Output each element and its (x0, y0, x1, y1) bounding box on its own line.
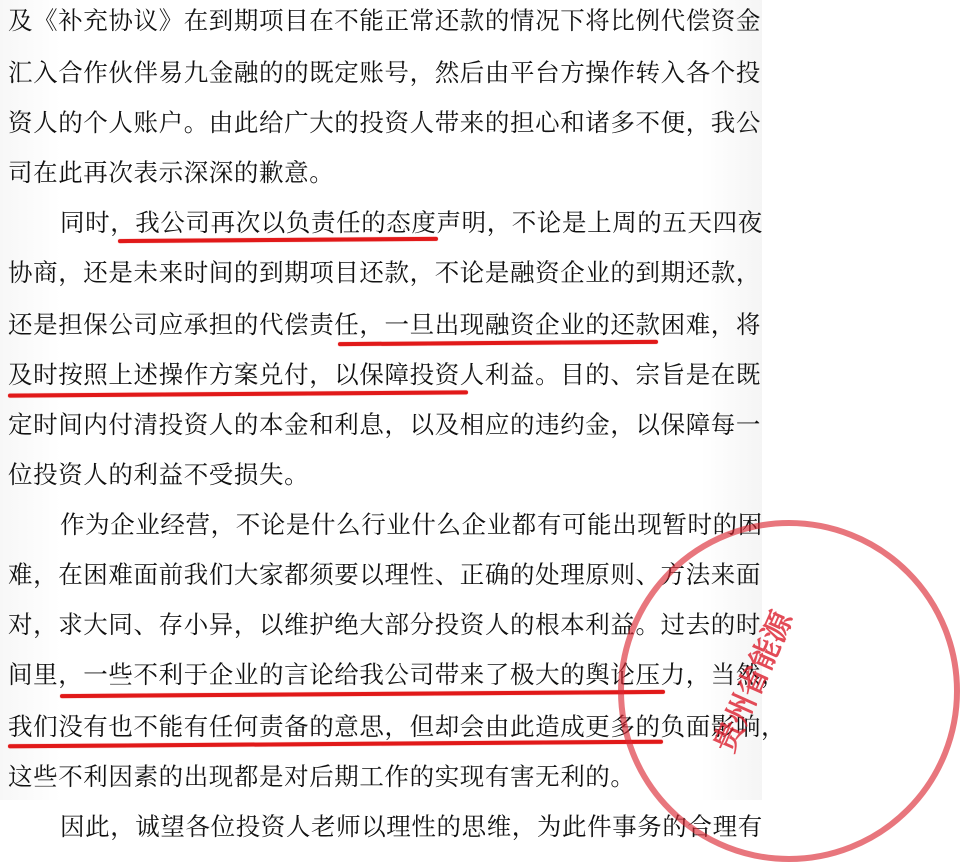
text-line-9: 定时间内付清投资人的本金和利息，以及相应的违约金，以保障每一 (8, 410, 761, 439)
text-line-5: 同时，我公司再次以负责任的态度声明，不论是上周的五天四夜 (60, 208, 763, 237)
underline-repay-1 (338, 340, 658, 346)
underline-repay-2 (8, 390, 468, 397)
text-line-7: 还是担保公司应承担的代偿责任，一旦出现融资企业的还款困难，将 (8, 310, 761, 339)
company-seal (618, 520, 960, 862)
text-line-14: 间里，一些不利于企业的言论给我公司带来了极大的舆论压力，当然， (8, 660, 787, 689)
text-line-13: 对，求大同、存小异，以维护绝大部分投资人的根本利益。过去的时 (8, 610, 761, 639)
text-line-4: 司在此再次表示深深的歉意。 (8, 158, 335, 187)
text-line-2: 汇入合作伙伴易九金融的的既定账号，然后由平台方操作转入各个投 (8, 58, 761, 87)
text-line-12: 难，在困难面前我们大家都须要以理性、正确的处理原则、方法来面 (8, 560, 761, 589)
text-line-1: 及《补充协议》在到期项目在不能正常还款的情况下将比例代偿资金 (8, 6, 761, 35)
text-line-11: 作为企业经营，不论是什么行业什么企业都有可能出现暂时的困 (60, 510, 763, 539)
text-line-17: 因此，诚望各位投资人老师以理性的思维，为此件事务的合理有 (60, 812, 763, 841)
text-line-8: 及时按照上述操作方案兑付，以保障投资人利益。目的、宗旨是在既 (8, 360, 761, 389)
text-line-10: 位投资人的利益不受损失。 (8, 460, 310, 489)
underline-statement (118, 237, 438, 243)
text-line-15: 我们没有也不能有任何责备的意思，但却会由此造成更多的负面影响， (8, 712, 787, 741)
text-line-6: 协商，还是未来时间的到期项目还款，不论是融资企业的到期还款， (8, 258, 761, 287)
seal-text: 贵州省能源 (707, 606, 801, 758)
underline-pressure (60, 690, 665, 698)
text-line-16: 这些不利因素的出现都是对后期工作的实现有害无利的。 (8, 762, 636, 791)
text-line-3: 资人的个人账户。由此给广大的投资人带来的担心和诸多不便，我公 (8, 108, 761, 137)
